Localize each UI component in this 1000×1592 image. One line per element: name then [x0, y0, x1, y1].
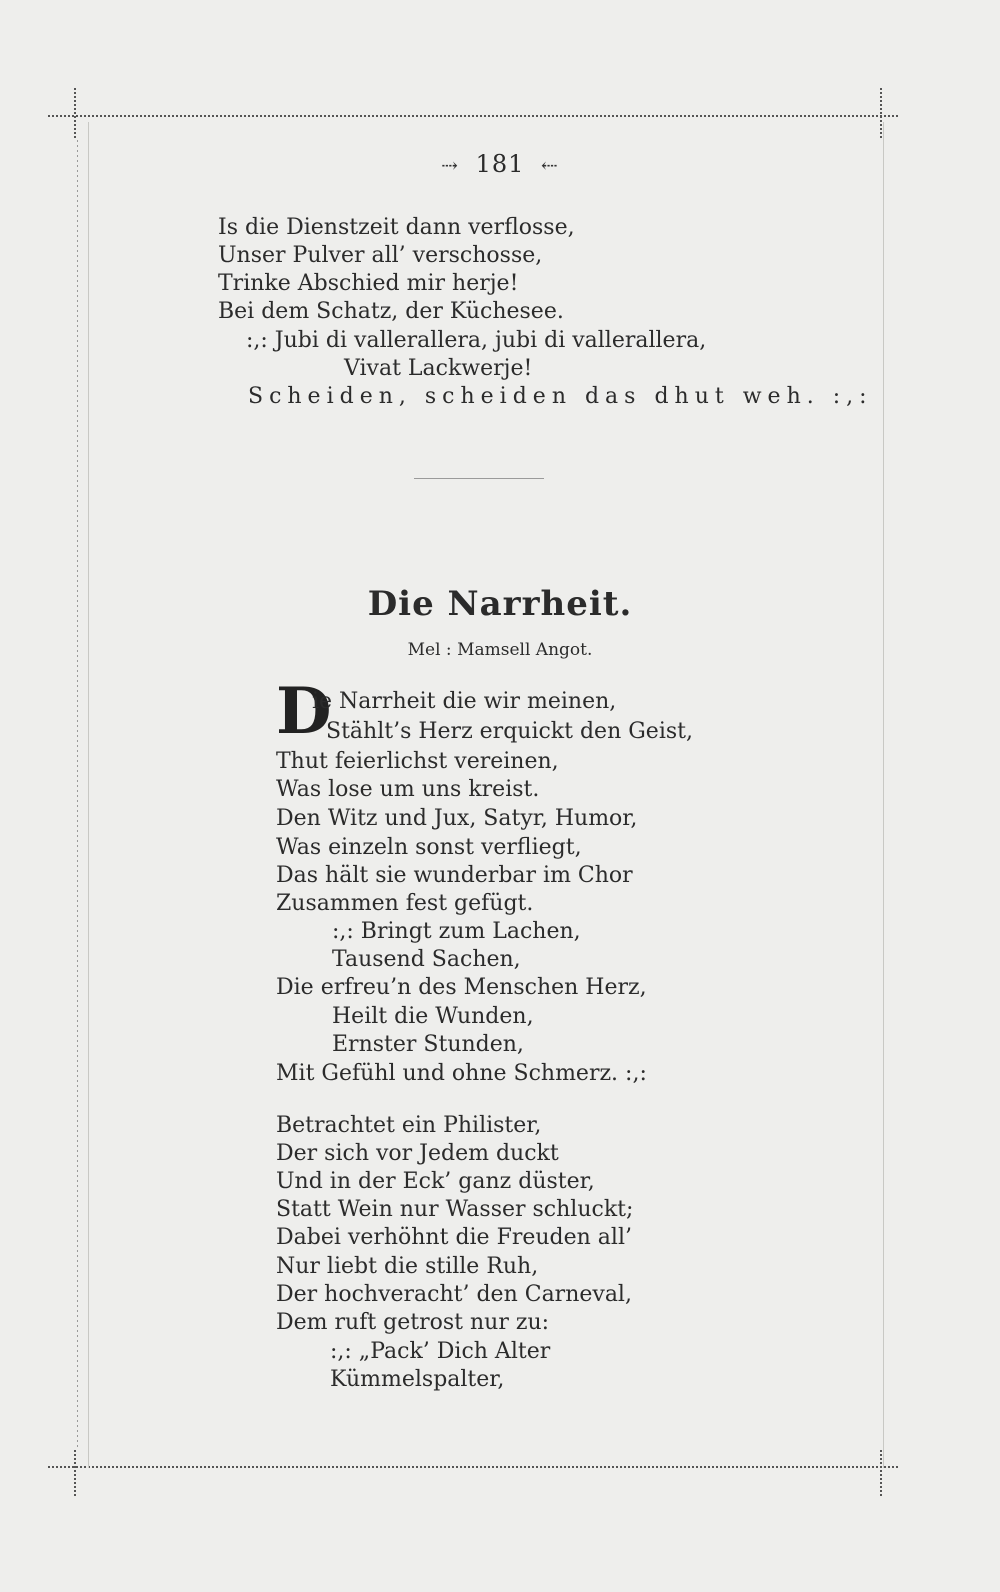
verse-line: Mit Gefühl und ohne Schmerz. :,: [276, 1061, 647, 1086]
verse-line: Heilt die Wunden, [332, 1004, 534, 1029]
verse-line: Betrachtet ein Philister, [276, 1113, 542, 1138]
verse-line: Was lose um uns kreist. [276, 777, 540, 802]
verse-line: ie Narrheit die wir meinen, [312, 689, 617, 714]
verse-line: :,: „Pack’ Dich Alter [330, 1339, 551, 1364]
drop-cap: D [276, 674, 332, 749]
ornament-left-icon: ⇢ [441, 153, 459, 177]
verse-line: Was einzeln sonst verfliegt, [276, 835, 582, 860]
verse-line: Die erfreu’n des Menschen Herz, [276, 975, 647, 1000]
verse-line: Thut feierlichst vereinen, [276, 749, 559, 774]
verse-line: Ernster Stunden, [332, 1032, 524, 1057]
verse-line: Unser Pulver all’ verschosse, [218, 243, 543, 268]
ornament-right-icon: ⇠ [541, 153, 559, 177]
verse-line: Tausend Sachen, [332, 947, 521, 972]
verse-line: Zusammen fest gefügt. [276, 891, 534, 916]
verse-line: Trinke Abschied mir herje! [218, 271, 519, 296]
verse-line: Dem ruft getrost nur zu: [276, 1310, 550, 1335]
verse-line: Bei dem Schatz, der Küchesee. [218, 299, 564, 324]
verse-line: Vivat Lackwerje! [344, 356, 533, 381]
melody-note: Mel : Mamsell Angot. [407, 640, 593, 660]
verse-line: Statt Wein nur Wasser schluckt; [276, 1197, 634, 1222]
section-divider [414, 478, 544, 479]
left-border-rule-side [77, 140, 78, 1450]
verse-line: :,: Jubi di vallerallera, jubi di vallerallera, [246, 328, 707, 353]
verse-line: :,: Bringt zum Lachen, [332, 919, 581, 944]
verse-line: Kümmelspalter, [330, 1367, 505, 1392]
left-border-rule-bottom [74, 1450, 76, 1498]
verse-line: Scheiden, scheiden das dhut weh. :,: [248, 384, 873, 409]
page-number: 181 [475, 150, 525, 178]
verse-line: Is die Dienstzeit dann verflosse, [218, 215, 575, 240]
verse-line: Den Witz und Jux, Satyr, Humor, [276, 806, 638, 831]
verse-line: Stählt’s Herz erquickt den Geist, [326, 719, 693, 744]
verse-line: Der hochveracht’ den Carneval, [276, 1282, 632, 1307]
left-border-rule-top [74, 88, 76, 138]
page-header [0, 150, 1000, 178]
verse-line: Der sich vor Jedem duckt [276, 1141, 559, 1166]
verse-line: Und in der Eck’ ganz düster, [276, 1169, 595, 1194]
top-border-rule [48, 115, 898, 117]
song-title: Die Narrheit. [367, 584, 633, 624]
verse-line: Das hält sie wunderbar im Chor [276, 863, 633, 888]
verse-line: Dabei verhöhnt die Freuden all’ [276, 1225, 632, 1250]
verse-line: Nur liebt die stille Ruh, [276, 1254, 539, 1279]
